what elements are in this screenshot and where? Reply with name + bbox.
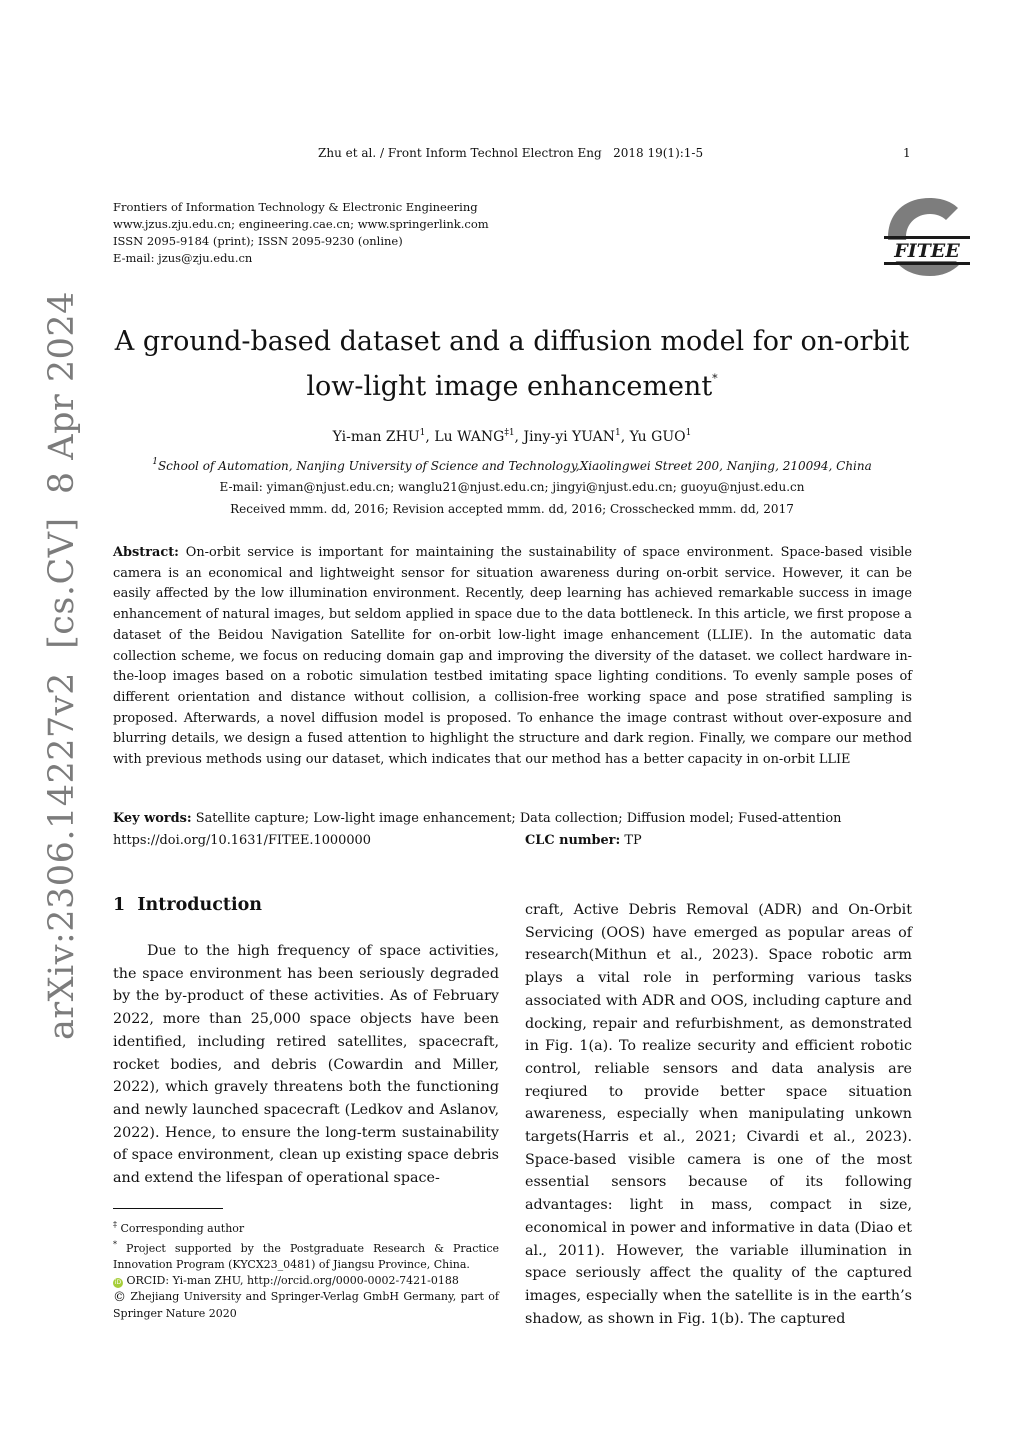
clc-label: CLC number:: [525, 833, 621, 848]
author-sup: 1: [615, 428, 621, 438]
footnote-mark: ‡: [113, 1220, 117, 1229]
paper-title: [60, 323, 964, 405]
affiliation-text: School of Automation, Nanjing University of Science and Technology,Xiaolingwei Street 200, Nanjing, 210094, China: [157, 459, 872, 473]
copyright-icon: ©: [113, 1290, 126, 1305]
clc-value: TP: [624, 833, 642, 848]
footnote-divider: [113, 1208, 223, 1209]
body-left-column: Due to the high frequency of space activities, the space environment has been seriously degraded by the by-product of these activities. As of February 2022, more than 25,000 space objects have been identified, including retired satellites, spacecraft, rocket bodies, and debris (Cowardin and Miller, 2022), which gravely threatens both the functioning and newly launched spacecraft (Ledkov and Aslanov, 2022). Hence, to ensure the long-term sustainability of space environment, clean up existing space debris and extend the lifespan of operational space-: [113, 943, 499, 1187]
title-line-1: A ground-based dataset and a diffusion model for on-orbit: [114, 326, 910, 357]
journal-issn: ISSN 2095-9184 (print); ISSN 2095-9230 (online): [113, 234, 403, 248]
affiliation: [0, 457, 1024, 473]
logo-text: FITEE: [894, 240, 960, 262]
section-number: 1: [113, 895, 126, 915]
footnote-mark: *: [113, 1240, 117, 1249]
keywords-text: Satellite capture; Low-light image enhancement; Data collection; Diffusion model; Fused-attention: [195, 811, 842, 826]
orcid-link[interactable]: ORCID: Yi-man ZHU, http://orcid.org/0000-0002-7421-0188: [126, 1274, 459, 1287]
arxiv-stamp: arXiv:2306.14227v2 [cs.CV] 8 Apr 2024: [42, 291, 82, 1040]
keywords: [113, 811, 912, 826]
author-name: Yi-man ZHU: [332, 429, 420, 445]
journal-email: E-mail: jzus@zju.edu.cn: [113, 251, 253, 265]
author-name: Lu WANG: [434, 429, 505, 445]
journal-name: Frontiers of Information Technology & Electronic Engineering: [113, 200, 478, 214]
title-line-2: low-light image enhancement: [306, 371, 713, 402]
logo-bar-bottom: [884, 262, 970, 265]
logo-bar-top: [884, 236, 970, 239]
body-right-column: craft, Active Debris Removal (ADR) and On-Orbit Servicing (OOS) have emerged as popular areas of research(Mithun et al., 2023). Space robotic arm plays a vital role in performing various tasks associated with ADR and OOS, including capture and docking, repair and refurbishment, as demonstrated in Fig. 1(a). To realize security and efficient robotic control, reliable sensors and data analysis are reqiured to provide better space situation awareness, especially when manipulating unkown targets(Harris et al., 2021; Civardi et al., 2023). Space-based visible camera is one of the most essential sensors because of its following advantages: light in mass, compact in size, economical in power and informative in data (Diao et al., 2011). However, the variable illumination in space seriously affect the quality of the captured images, especially when the satellite is in the earth’s shadow, as shown in Fig. 1(b). The captured: [525, 902, 913, 1327]
section-title: Introduction: [137, 895, 263, 915]
page-number: 1: [903, 146, 911, 160]
footnote-corresponding: ‡ Corresponding author: [113, 1220, 245, 1235]
footnote-copyright: © Zhejiang University and Springer-Verlag GmbH Germany, part of Springer Nature 2020: [113, 1290, 499, 1320]
abstract: [113, 543, 912, 771]
footnote-orcid: [113, 1273, 499, 1289]
fitee-logo: [884, 198, 970, 276]
abstract-label: Abstract:: [113, 545, 179, 560]
author-name: Jiny-yi YUAN: [523, 429, 616, 445]
author-emails: E-mail: yiman@njust.edu.cn; wanglu21@njust.edu.cn; jingyi@njust.edu.cn; guoyu@njust.edu.cn: [219, 480, 805, 494]
footnotes: [113, 1217, 499, 1322]
author-sup: ‡1: [504, 428, 515, 438]
doi-link[interactable]: https://doi.org/10.1631/FITEE.1000000: [113, 833, 371, 848]
footnote-project: * Project supported by the Postgraduate Research & Practice Innovation Program (KYCX23_0481) of Jiangsu Province, China.: [113, 1240, 499, 1271]
abstract-text: On-orbit service is important for maintaining the sustainability of space environment. Space-based visible camera is an economical and lightweight sensor for situation awareness during on-orbit service. However, it can be easily affected by the low illumination environment. Recently, deep learning has achieved remarkable success in image enhancement of natural images, but seldom applied in space due to the data bottleneck. In this article, we first propose a dataset of the Beidou Navigation Satellite for on-orbit low-light image enhancement (LLIE). In the automatic data collection scheme, we focus on reducing domain gap and improving the diversity of the dataset. we collect hardware in-the-loop images based on a robotic simulation testbed imitating space lighting conditions. To evenly sample poses of different orientation and distance without collision, a collision-free working space and pose stratified sampling is proposed. Afterwards, a novel diffusion model is proposed. To enhance the image contrast without over-exposure and blurring details, we design a fused attention to highlight the structure and dark region. Finally, we compare our method with previous methods using our dataset, which indicates that our method has a better capacity in on-orbit LLIE: [113, 545, 912, 768]
orcid-icon: iD: [114, 1279, 122, 1286]
author-sup: 1: [685, 428, 692, 438]
section-heading: [113, 895, 262, 915]
author-sup: 1: [419, 428, 426, 438]
keywords-label: Key words:: [113, 811, 192, 826]
affiliation-sup: 1: [152, 457, 158, 467]
running-head: Zhu et al. / Front Inform Technol Electron Eng 2018 19(1):1-5: [318, 146, 704, 160]
author-name: Yu GUO: [629, 429, 686, 445]
clc-number: [525, 833, 642, 848]
journal-info: [113, 199, 489, 267]
received-dates: Received mmm. dd, 2016; Revision accepted mmm. dd, 2016; Crosschecked mmm. dd, 2017: [230, 502, 794, 516]
author-list: Yi-man ZHU$^1$, Lu WANG$^{\ddagger 1}$, Jiny-yi YUAN$^1$, Yu GUO$^1$: [332, 428, 692, 445]
title-footnote-mark: *: [712, 372, 718, 385]
journal-websites: www.jzus.zju.edu.cn; engineering.cae.cn; www.springerlink.com: [113, 217, 489, 231]
